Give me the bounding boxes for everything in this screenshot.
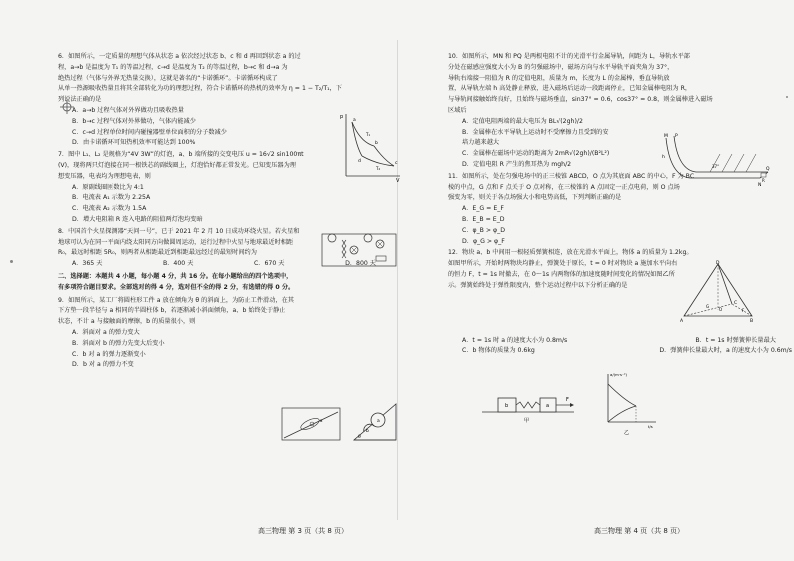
pv-label-d: d <box>358 159 361 164</box>
pyramid-label-c: C <box>734 301 738 306</box>
q12-option-b: B．t = 1s 时弹簧伸长量最大 <box>695 336 776 344</box>
incline-label-theta: θ <box>358 435 361 440</box>
q10-line: 与导轨间接触始终良好，且始终与磁场垂直，sin37° = 0.6，cos37° = 0.8，则金属棒进入磁场 <box>448 96 713 104</box>
pyramid-label-a: A <box>680 319 684 324</box>
q8-line: 地球可认为在同一平面内绕太阳同方向做圆周运动，运行过程中火星与地球最近时相距 <box>58 238 294 246</box>
q8-option-d: D．800 天 <box>345 260 376 268</box>
q6-option-d: D．由卡诺循环可知热机效率可能达到 100% <box>72 139 196 147</box>
q10-option-d: D．定值电阻 R 产生的焦耳热为 mgh/2 <box>462 160 572 168</box>
q7-line: 想变压器，电表均为理想电表，则 <box>58 172 151 180</box>
q8-line: R₀，最远时相距 5R₀，则两者从相距最近到相距最远经过的最短时间约为 <box>58 249 257 257</box>
q6-option-a: A．a→b 过程气体对外界做功且吸收热量 <box>72 106 184 114</box>
q12-line: 如图甲所示，开始时两物块均静止，弹簧处于原长，t = 0 时对物块 a 施加水平向右 <box>448 260 678 268</box>
pyramid-label-g: G <box>706 304 710 309</box>
q11-line: 11．如图所示，处在匀强电场中的正三棱锥 ABCD，O 点为其底面 ABC 的中心，F 为 BC <box>448 172 695 180</box>
q12-line: 示。弹簧始终处于弹性限度内，整个运动过程中以下分析正确的是 <box>448 281 628 289</box>
q7-option-a: A．原副线圈匝数比为 4:1 <box>72 183 144 191</box>
q12-option-a: A．t = 1s 时 a 的速度大小为 0.8m/s <box>462 336 568 344</box>
spring-label-f: F <box>566 397 569 403</box>
q9-line: 状态，不计 a 与接触面的摩擦，b 的质量很小，则 <box>58 318 196 326</box>
q6-line: 从单一热源吸收热量且将其全部转化为功的理想过程，符合卡诺循环的热机的效率为 η = 1 − T₂/T₁，下 <box>58 85 342 93</box>
section-2-instructions <box>58 272 406 294</box>
q11-line: 棱的中点，G 点和 F 点关于 O 点对称，在三棱锥的 A 点固定一正点电荷，则 O 点场 <box>448 183 680 191</box>
footer-page-4: 高三物理 第 4 页（共 8 页） <box>594 527 685 535</box>
q8-line: 8．中国首个火星探测器“天问一号”，已于 2021 年 2 月 10 日成功环绕火星。若火星和 <box>58 227 300 235</box>
q9-line: 下方垫一段半径与 a 相同的半圆柱体 b，若逐渐减小斜面倾角，a、b 始终处于静止 <box>58 307 286 315</box>
q10-option-b-cont: 培力越来越大 <box>462 139 500 147</box>
pyramid-label-b: B <box>750 319 754 324</box>
pyramid-figure <box>680 260 756 324</box>
graph-label-t-unit: t/s <box>648 424 653 429</box>
rail-magnetic-field-figure <box>660 132 772 192</box>
pv-label-b: b <box>375 141 378 146</box>
q9-option-c: C．b 对 a 的弹力逐渐变小 <box>72 350 146 358</box>
left-column <box>58 52 406 372</box>
figure-yi-label: 乙 <box>624 430 630 436</box>
q6-line: 程，a→b 是温度为 T₁ 的等温过程，c→d 是温度为 T₂ 的等温过程，b→c 和 d→a 为 <box>58 63 288 71</box>
pv-diagram-figure <box>340 112 402 182</box>
rail-label-n: N <box>758 183 762 188</box>
q9-option-d: D．b 对 a 的弹力不变 <box>72 361 134 369</box>
q10-line: 导轨右端接一阻值为 R 的定值电阻，质量为 m，长度为 L 的金属棒，垂直导轨放 <box>448 74 670 82</box>
scan-speck <box>10 260 13 263</box>
q12-options-row2 <box>448 346 794 357</box>
section2-line: 有多项符合题目要求。全部选对的得 4 分，选对但不全的得 2 分，有选错的得 0 分。 <box>58 283 295 291</box>
q10-option-c: C．金属棒在磁场中运动的距离为 2mR√(2gh)/(B²L²) <box>462 150 610 158</box>
pyramid-label-d: D <box>716 261 720 266</box>
q7-option-b: B．电流表 A₁ 示数为 2.25A <box>72 194 151 202</box>
q6-option-c: C．c→d 过程单位时间内碰撞器壁单位面积的分子数减少 <box>72 128 227 136</box>
q11-option-b: B．E_B = E_D <box>462 215 505 223</box>
q12-line: 的恒力 F，t = 1s 时撤去，在 0～1s 内两物体的加速度随时间变化的情况如图乙所 <box>448 270 675 278</box>
incline-label-b: b <box>366 429 369 434</box>
transformer-circuit-figure <box>318 228 400 272</box>
q11-option-c: C．φ_B > φ_D <box>462 226 505 234</box>
spring-label-a: a <box>546 403 550 409</box>
question-9 <box>58 296 406 372</box>
q6-line: 6．如图所示，一定质量的理想气体从状态 a 依次经过状态 b、c 和 d 再回到状态 a 的过 <box>58 53 301 60</box>
q12-line: 12．物块 a、b 中间用一根轻质弹簧相连，放在光滑水平面上，物体 a 的质量为 1.2kg。 <box>448 249 693 257</box>
q12-option-c: C．b 物体的质量为 0.6kg <box>462 347 535 355</box>
q7-line: (V)，现将两只灯泡接在同一根铁芯的副线圈上，灯泡恰好都正常发光。已知变压器为理 <box>58 161 296 169</box>
q12-option-d: D．弹簧伸长量最大时，a 的速度大小为 0.6m/s <box>659 347 792 355</box>
footer-page-3: 高三物理 第 3 页（共 8 页） <box>258 527 349 535</box>
rail-label-r: R <box>762 178 765 183</box>
q8-option-c: C．670 天 <box>253 260 285 268</box>
q7-option-c: C．电流表 A₂ 示数为 1.5A <box>72 205 147 213</box>
q8-option-a: A．365 天 <box>72 260 103 268</box>
q6-line: 绝热过程（气体与外界无热量交换），这就是著名的“卡诺循环”。卡诺循环构成了 <box>58 74 278 82</box>
incline-cylinder-figure <box>280 404 342 442</box>
q7-option-d: D．增大电阻箱 R 连入电路的阻值两灯泡均变暗 <box>72 215 203 223</box>
pv-label-c: c <box>395 161 398 166</box>
q6-line: 列说法正确的是 <box>58 96 102 104</box>
q9-option-b: B．斜面对 b 的弹力先变大后变小 <box>72 339 165 347</box>
pv-label-p: p <box>340 114 344 120</box>
graph-label-accel-unit: a/(m·s⁻²) <box>610 372 627 377</box>
pv-label-a: a <box>353 118 356 123</box>
q11-line: 强变为零，则关于各点场强大小和电势高低，下列判断正确的是 <box>448 194 622 202</box>
spring-blocks-figure <box>480 384 576 424</box>
rail-label-angle: 37° <box>712 164 720 169</box>
incline-wedge-figure <box>350 396 398 442</box>
q7-line: 7．图中 L₁、L₂ 是规格为“4V 3W”的灯泡，a、b 端所接的交变电压 u = 16√2 sin100πt <box>58 151 304 159</box>
rail-label-p: P <box>675 134 678 139</box>
rail-label-h: h <box>662 155 665 160</box>
pv-label-t1: T₁ <box>366 132 371 137</box>
q9-option-a: A．斜面对 a 的弹力变大 <box>72 328 140 336</box>
section2-line: 二、选择题：本题共 4 小题，每小题 4 分，共 16 分。在每小题给出的四个选项中， <box>58 272 293 280</box>
q10-option-a: A．定值电阻两端的最大电压为 BL√(2gh)/2 <box>462 117 583 125</box>
figure-jia-label: 甲 <box>524 418 530 424</box>
rail-label-m: M <box>664 134 668 139</box>
q10-line: 10．如图所示，MN 和 PQ 是两根电阻不计的光滑平行金属导轨，间距为 L，导轨水平部 <box>448 53 690 60</box>
pyramid-label-o: O <box>719 307 723 312</box>
rail-label-q: Q <box>766 167 770 172</box>
q10-line: 区域后 <box>448 106 467 114</box>
pyramid-label-f: F <box>742 308 745 313</box>
q11-option-d: D．φ_G > φ_F <box>462 237 505 245</box>
q6-option-b: B．b→c 过程气体对外界做功，气体内能减少 <box>72 117 196 125</box>
incline-label-a: a <box>377 419 380 424</box>
acceleration-graph-figure <box>600 370 660 436</box>
incline1-label-a: a <box>320 418 323 423</box>
q10-line: 分处在磁感应强度大小为 B 的匀强磁场中，磁场方向与水平导轨平面夹角为 37°， <box>448 63 674 71</box>
spring-label-b: b <box>505 403 509 409</box>
scan-speck <box>786 96 788 98</box>
q10-option-b: B．金属棒在水平导轨上运动时不受摩擦力且受到的安 <box>462 128 609 136</box>
q9-line: 9．如图所示，某工厂将圆柱形工件 a 放在倾角为 θ 的斜面上，为防止工件滑动，在其 <box>58 296 294 304</box>
q12-options-row1 <box>448 336 794 347</box>
pv-label-v: V <box>396 178 400 182</box>
q10-line: 置，从导轨左端 h 高处静止释放，进入磁场后运动一段距离停止，已知金属棒电阻为 R， <box>448 85 692 93</box>
q8-option-b: B．400 天 <box>162 260 194 268</box>
q11-option-a: A．E_G = E_F <box>462 205 504 213</box>
pv-label-t2: T₂ <box>376 166 381 171</box>
